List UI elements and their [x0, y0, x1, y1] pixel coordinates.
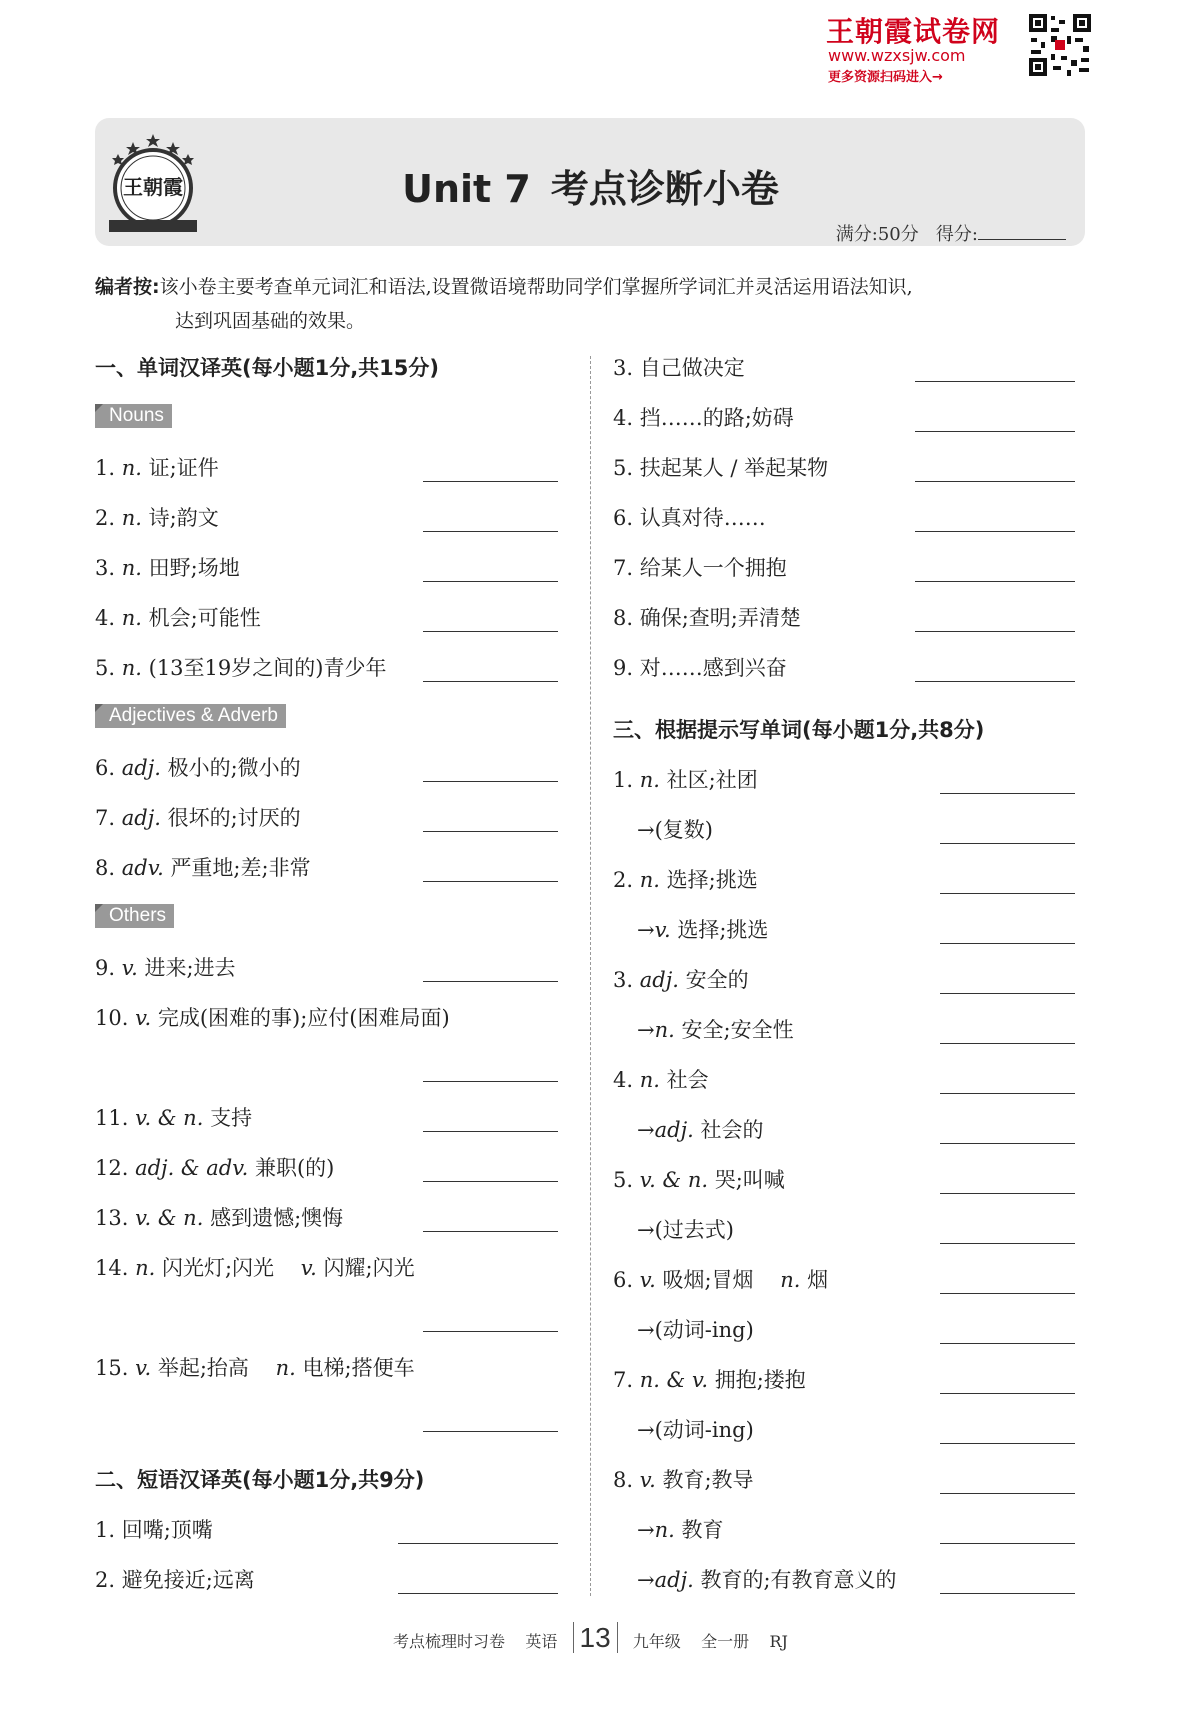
- s1-item: 13. v. & n. 感到遗憾;懊悔: [95, 1206, 344, 1230]
- score-info: [836, 220, 1066, 246]
- answer-blank[interactable]: [423, 981, 558, 982]
- answer-blank[interactable]: [423, 681, 558, 682]
- qr-code-icon[interactable]: [1027, 12, 1093, 78]
- section3-title: 三、根据提示写单词(每小题1分,共8分): [613, 718, 985, 742]
- s1-item: 1. n. 证;证件: [95, 456, 219, 480]
- answer-blank[interactable]: [940, 1543, 1075, 1544]
- s2-item: 6. 认真对待……: [613, 506, 766, 530]
- answer-blank[interactable]: [940, 1493, 1075, 1494]
- s1-item: 3. n. 田野;场地: [95, 556, 240, 580]
- footer-subject: 英语: [525, 1632, 558, 1651]
- answer-blank[interactable]: [940, 1093, 1075, 1094]
- answer-blank[interactable]: [423, 881, 558, 882]
- s3-subitem: →(过去式): [637, 1218, 734, 1242]
- s3-item: 1. n. 社区;社团: [613, 768, 758, 792]
- answer-blank[interactable]: [940, 1593, 1075, 1594]
- answer-blank[interactable]: [398, 1593, 558, 1594]
- footer-edition: RJ: [769, 1632, 788, 1651]
- s1-item: 15. v. 举起;抬高 n. 电梯;搭便车: [95, 1356, 415, 1380]
- answer-blank[interactable]: [940, 1043, 1075, 1044]
- full-score: 满分:50分: [835, 224, 919, 245]
- answer-blank[interactable]: [940, 1393, 1075, 1394]
- s1-item: 6. adj. 极小的;微小的: [95, 756, 301, 780]
- answer-blank[interactable]: [423, 781, 558, 782]
- brand-url[interactable]: www.wzxsjw.com: [828, 46, 966, 65]
- answer-blank[interactable]: [915, 581, 1075, 582]
- s1-item: 12. adj. & adv. 兼职(的): [95, 1156, 335, 1180]
- s3-item: 6. v. 吸烟;冒烟 n. 烟: [613, 1268, 829, 1292]
- footer-series: 考点梳理时习卷: [393, 1632, 506, 1651]
- s3-subitem: →(动词-ing): [637, 1318, 754, 1342]
- answer-blank[interactable]: [423, 1181, 558, 1182]
- s1-item: 8. adv. 严重地;差;非常: [95, 856, 311, 880]
- s3-item: 4. n. 社会: [613, 1068, 709, 1092]
- answer-blank[interactable]: [423, 631, 558, 632]
- answer-blank[interactable]: [940, 1243, 1075, 1244]
- s1-item: 10. v. 完成(困难的事);应付(困难局面): [95, 1006, 450, 1030]
- answer-blank[interactable]: [915, 381, 1075, 382]
- s3-item: 7. n. & v. 拥抱;搂抱: [613, 1368, 806, 1392]
- answer-blank[interactable]: [423, 1131, 558, 1132]
- s3-subitem: →(复数): [637, 818, 713, 842]
- s3-subitem: →adj. 社会的: [637, 1118, 764, 1142]
- s2-item: 4. 挡……的路;妨碍: [613, 406, 794, 430]
- answer-blank[interactable]: [423, 581, 558, 582]
- answer-blank[interactable]: [940, 843, 1075, 844]
- answer-blank[interactable]: [423, 1431, 558, 1432]
- footer-volume: 全一册: [701, 1632, 750, 1651]
- brand-tip: 更多资源扫码进入→: [828, 70, 943, 85]
- quiz-title: 考点诊断小卷: [550, 167, 779, 211]
- answer-blank[interactable]: [423, 1231, 558, 1232]
- s2-item: 2. 避免接近;远离: [95, 1568, 255, 1592]
- tag-others: Others: [95, 904, 174, 928]
- s3-item: 3. adj. 安全的: [613, 968, 749, 992]
- tag-nouns: Nouns: [95, 404, 172, 428]
- logo-text: 王朝霞: [123, 175, 183, 199]
- answer-blank[interactable]: [940, 1193, 1075, 1194]
- answer-blank[interactable]: [940, 793, 1075, 794]
- s1-item: 9. v. 进来;进去: [95, 956, 236, 980]
- s3-subitem: →(动词-ing): [637, 1418, 754, 1442]
- note-line1: 该小卷主要考查单元词汇和语法,设置微语境帮助同学们掌握所学词汇并灵活运用语法知识,: [159, 276, 913, 298]
- footer-grade: 九年级: [632, 1632, 681, 1651]
- note-label: 编者按:: [95, 276, 160, 298]
- answer-blank[interactable]: [940, 893, 1075, 894]
- s3-item: 2. n. 选择;挑选: [613, 868, 758, 892]
- page-title: [0, 158, 1181, 213]
- s3-item: 5. v. & n. 哭;叫喊: [613, 1168, 785, 1192]
- column-divider: [590, 356, 591, 1596]
- s2-item: 7. 给某人一个拥抱: [613, 556, 787, 580]
- s1-item: 2. n. 诗;韵文: [95, 506, 219, 530]
- unit-label: Unit 7: [402, 167, 531, 211]
- page-footer: [0, 1622, 1181, 1654]
- answer-blank[interactable]: [940, 943, 1075, 944]
- s3-item: 8. v. 教育;教导: [613, 1468, 754, 1492]
- answer-blank[interactable]: [915, 681, 1075, 682]
- score-label: 得分:: [935, 224, 978, 245]
- s1-item: 4. n. 机会;可能性: [95, 606, 261, 630]
- answer-blank[interactable]: [398, 1543, 558, 1544]
- s2-item: 1. 回嘴;顶嘴: [95, 1518, 213, 1542]
- answer-blank[interactable]: [915, 531, 1075, 532]
- s1-item: 7. adj. 很坏的;讨厌的: [95, 806, 301, 830]
- answer-blank[interactable]: [423, 1331, 558, 1332]
- s2-item: 9. 对……感到兴奋: [613, 656, 787, 680]
- brand-name: 王朝霞试卷网: [826, 15, 1001, 48]
- answer-blank[interactable]: [423, 1081, 558, 1082]
- answer-blank[interactable]: [423, 831, 558, 832]
- answer-blank[interactable]: [423, 481, 558, 482]
- answer-blank[interactable]: [423, 531, 558, 532]
- s2-item: 5. 扶起某人 / 举起某物: [613, 456, 829, 480]
- score-blank[interactable]: [978, 223, 1066, 240]
- answer-blank[interactable]: [940, 1143, 1075, 1144]
- page-number: 13: [573, 1622, 618, 1653]
- editor-note: [95, 270, 1085, 338]
- answer-blank[interactable]: [940, 993, 1075, 994]
- s3-subitem: →adj. 教育的;有教育意义的: [637, 1568, 897, 1592]
- section2-title: 二、短语汉译英(每小题1分,共9分): [95, 1468, 425, 1492]
- answer-blank[interactable]: [940, 1443, 1075, 1444]
- answer-blank[interactable]: [915, 631, 1075, 632]
- s2-item: 3. 自己做决定: [613, 356, 745, 380]
- s1-item: 14. n. 闪光灯;闪光 v. 闪耀;闪光: [95, 1256, 415, 1280]
- s3-subitem: →n. 安全;安全性: [637, 1018, 794, 1042]
- answer-blank[interactable]: [915, 431, 1075, 432]
- s1-item: 5. n. (13至19岁之间的)青少年: [95, 656, 387, 680]
- s1-item: 11. v. & n. 支持: [95, 1106, 253, 1130]
- answer-blank[interactable]: [940, 1343, 1075, 1344]
- section1-title: 一、单词汉译英(每小题1分,共15分): [95, 356, 440, 380]
- note-line2: 达到巩固基础的效果。: [175, 310, 366, 332]
- tag-adjectives: Adjectives & Adverb: [95, 704, 286, 728]
- s2-item: 8. 确保;查明;弄清楚: [613, 606, 801, 630]
- s3-subitem: →v. 选择;挑选: [637, 918, 769, 942]
- answer-blank[interactable]: [915, 481, 1075, 482]
- s3-subitem: →n. 教育: [637, 1518, 724, 1542]
- answer-blank[interactable]: [940, 1293, 1075, 1294]
